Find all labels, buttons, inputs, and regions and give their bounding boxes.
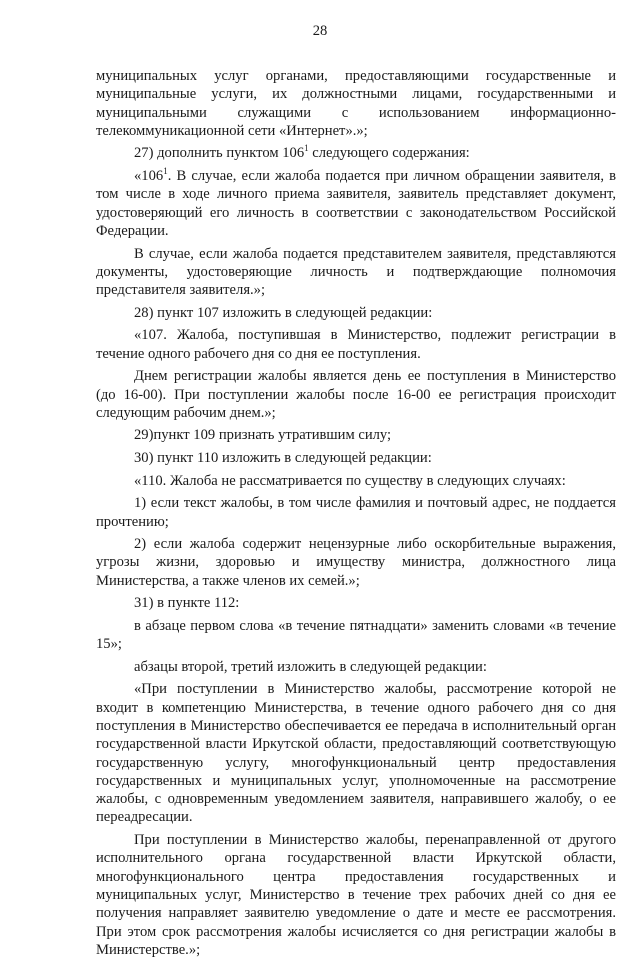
paragraph: муниципальных услуг органами, предоставляющими государственные и муниципальные услуги, их должностными лицами, государственными и муниципальными служащими с использованием информационно-телекоммуникационной сети «Интернет».»; [96, 68, 616, 139]
document-body [96, 67, 616, 963]
paragraph: 29)пункт 109 признать утратившим силу; [134, 427, 392, 444]
paragraph: Днем регистрации жалобы является день ее поступления в Министерство (до 16-00). При поступлении жалобы после 16-00 ее регистрация происходит следующим рабочим днем.»; [96, 368, 616, 421]
paragraph: в абзаце первом слова «в течение пятнадцати» заменить словами «в течение 15»; [96, 617, 616, 653]
paragraph: 2) если жалоба содержит нецензурные либо оскорбительные выражения, угрозы жизни, здоровью и имуществу министра, должностного лица Министерства, а также членов их семей.»; [96, 536, 616, 589]
paragraph: «При поступлении в Министерство жалобы, рассмотрение которой не входит в компетенцию Министерства, в течение одного рабочего дня со дня поступления в Министерство обеспечивается ее передача в исполнительный орган государственной власти Иркутской области, предоставляющий соответствующую государственную услугу, многофункциональный центр предоставления государственных и муниципальных услуг, уполномоченные на рассмотрение жалобы, с одновременным уведомлением заявителя, направившего жалобу, о ее переадресации. [96, 681, 616, 826]
paragraph [96, 144, 616, 162]
paragraph-text: . В случае, если жалоба подается при личном обращении заявителя, в том числе в ходе личного приема заявителя, заявитель представляет документ, удостоверяющий его личность в соответствии с законодательством Российской Федерации. [96, 168, 616, 239]
paragraph-text: следующего содержания: [308, 145, 470, 162]
paragraph: 1) если текст жалобы, в том числе фамилия и почтовый адрес, не поддается прочтению; [96, 495, 616, 530]
paragraph: «107. Жалоба, поступившая в Министерство, подлежит регистрации в течение одного рабочего дня со дня ее поступления. [96, 327, 616, 362]
paragraph: 30) пункт 110 изложить в следующей редакции: [134, 450, 432, 467]
page-number: 28 [312, 23, 328, 39]
superscript: 1 [304, 143, 309, 154]
paragraph-text: «106 [134, 168, 164, 185]
paragraph: 28) пункт 107 изложить в следующей редакции: [134, 304, 433, 321]
paragraph: абзацы второй, третий изложить в следующей редакции: [134, 658, 487, 675]
paragraph: 31) в пункте 112: [134, 595, 240, 612]
paragraph-text: 27) дополнить пунктом 106 [134, 145, 305, 162]
paragraph: При поступлении в Министерство жалобы, перенаправленной от другого исполнительного органа государственной власти Иркутской области, многофункционального центра предоставления государственных и муниципальных услуг, Министерство в течение трех рабочих дней со дня ее получения направляет заявителю уведомление о дате и месте ее рассмотрения. При этом срок рассмотрения жалобы исчисляется со дня регистрации жалобы в Министерстве.»; [96, 832, 616, 958]
paragraph: «110. Жалоба не рассматривается по существу в следующих случаях: [134, 472, 566, 489]
paragraph [96, 167, 616, 240]
superscript: 1 [163, 166, 168, 177]
paragraph: В случае, если жалоба подается представителем заявителя, представляются документы, удостоверяющие личность и подтверждающие полномочия представителя заявителя.»; [96, 245, 616, 299]
